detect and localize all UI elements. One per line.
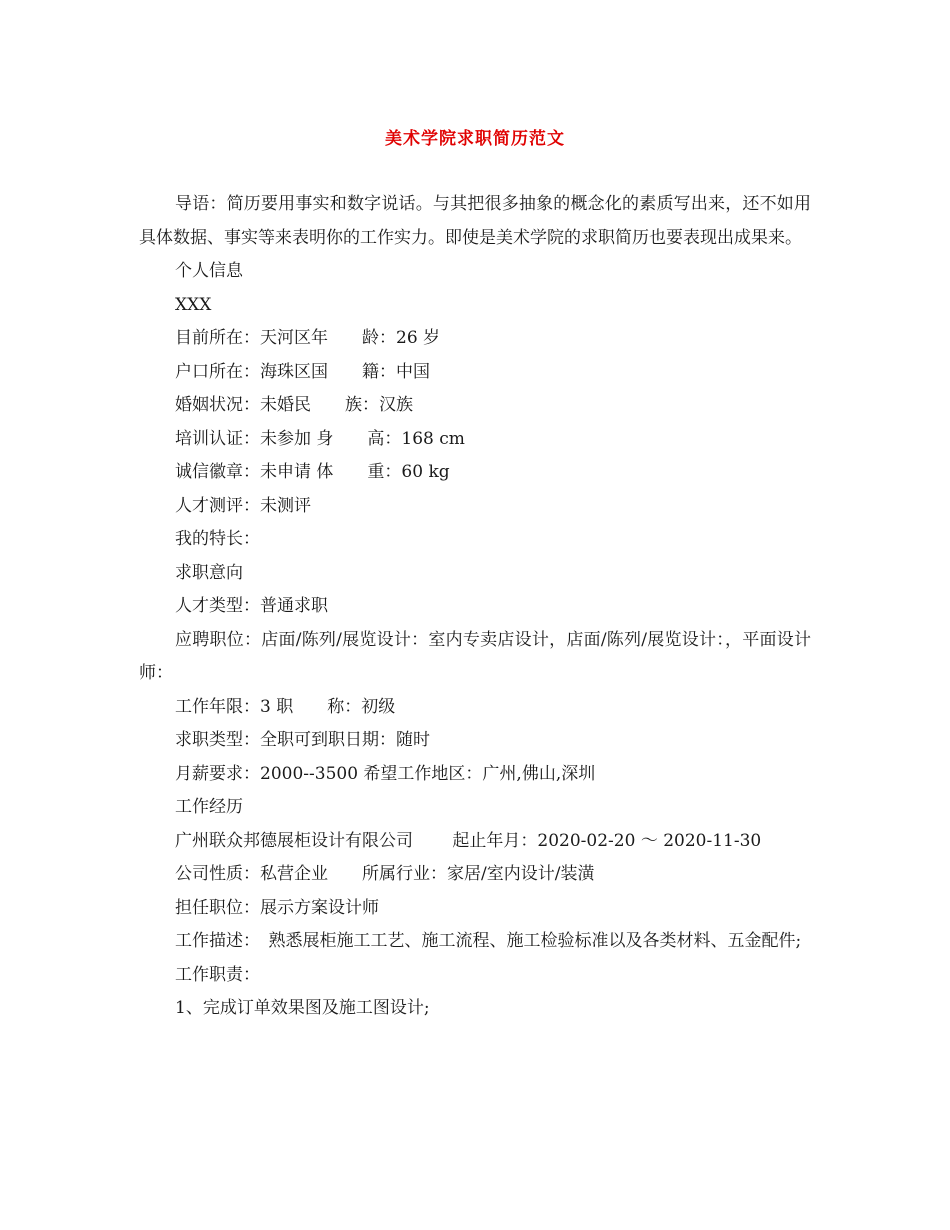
intention-line-positions: 应聘职位：店面/陈列/展览设计：室内专卖店设计，店面/陈列/展览设计：，平面设计师： [139,629,811,683]
info-line-marital-ethnicity: 婚姻状况：未婚民 族：汉族 [175,395,413,415]
info-line-location-age: 目前所在：天河区年 龄：26 岁 [175,328,441,348]
work-line-position: 担任职位：展示方案设计师 [175,897,379,918]
section-heading-work-history: 工作经历 [175,797,243,817]
intro-paragraph: 导语：简历要用事实和数字说话。与其把很多抽象的概念化的素质写出来，还不如用具体数据、事实等来表明你的工作实力。即使是美术学院的求职简历也要表现出成果来。 [139,194,811,248]
info-line-hukou-nationality: 户口所在：海珠区国 籍：中国 [175,361,430,382]
work-line-description: 工作描述： 熟悉展柜施工工艺、施工流程、施工检验标准以及各类材料、五金配件; [175,931,802,951]
work-line-duties-heading: 工作职责： [175,964,260,985]
intention-line-salary-region: 月薪要求：2000--3500 希望工作地区：广州,佛山,深圳 [175,763,596,784]
info-line-badge-weight: 诚信徽章：未申请 体 重：60 kg [175,462,450,482]
section-heading-personal-info: 个人信息 [175,261,243,281]
work-line-duty-1: 1、完成订单效果图及施工图设计; [175,998,430,1018]
section-heading-job-intention: 求职意向 [175,562,243,583]
info-line-specialty: 我的特长： [175,529,260,549]
intention-line-years-title: 工作年限：3 职 称：初级 [175,696,396,717]
document-body [139,188,811,1026]
name-line: XXX [175,294,212,315]
info-line-assessment: 人才测评：未测评 [175,495,311,516]
document-title: 美术学院求职简历范文 [385,129,565,149]
intention-line-job-type: 求职类型：全职可到职日期：随时 [175,730,430,750]
intention-line-talent-type: 人才类型：普通求职 [175,596,328,616]
work-line-company-dates: 广州联众邦德展柜设计有限公司 起止年月：2020-02-20 ～ 2020-11-30 [175,830,762,851]
info-line-training-height: 培训认证：未参加 身 高：168 cm [175,428,465,449]
work-line-company-nature: 公司性质：私营企业 所属行业：家居/室内设计/装潢 [175,864,595,884]
